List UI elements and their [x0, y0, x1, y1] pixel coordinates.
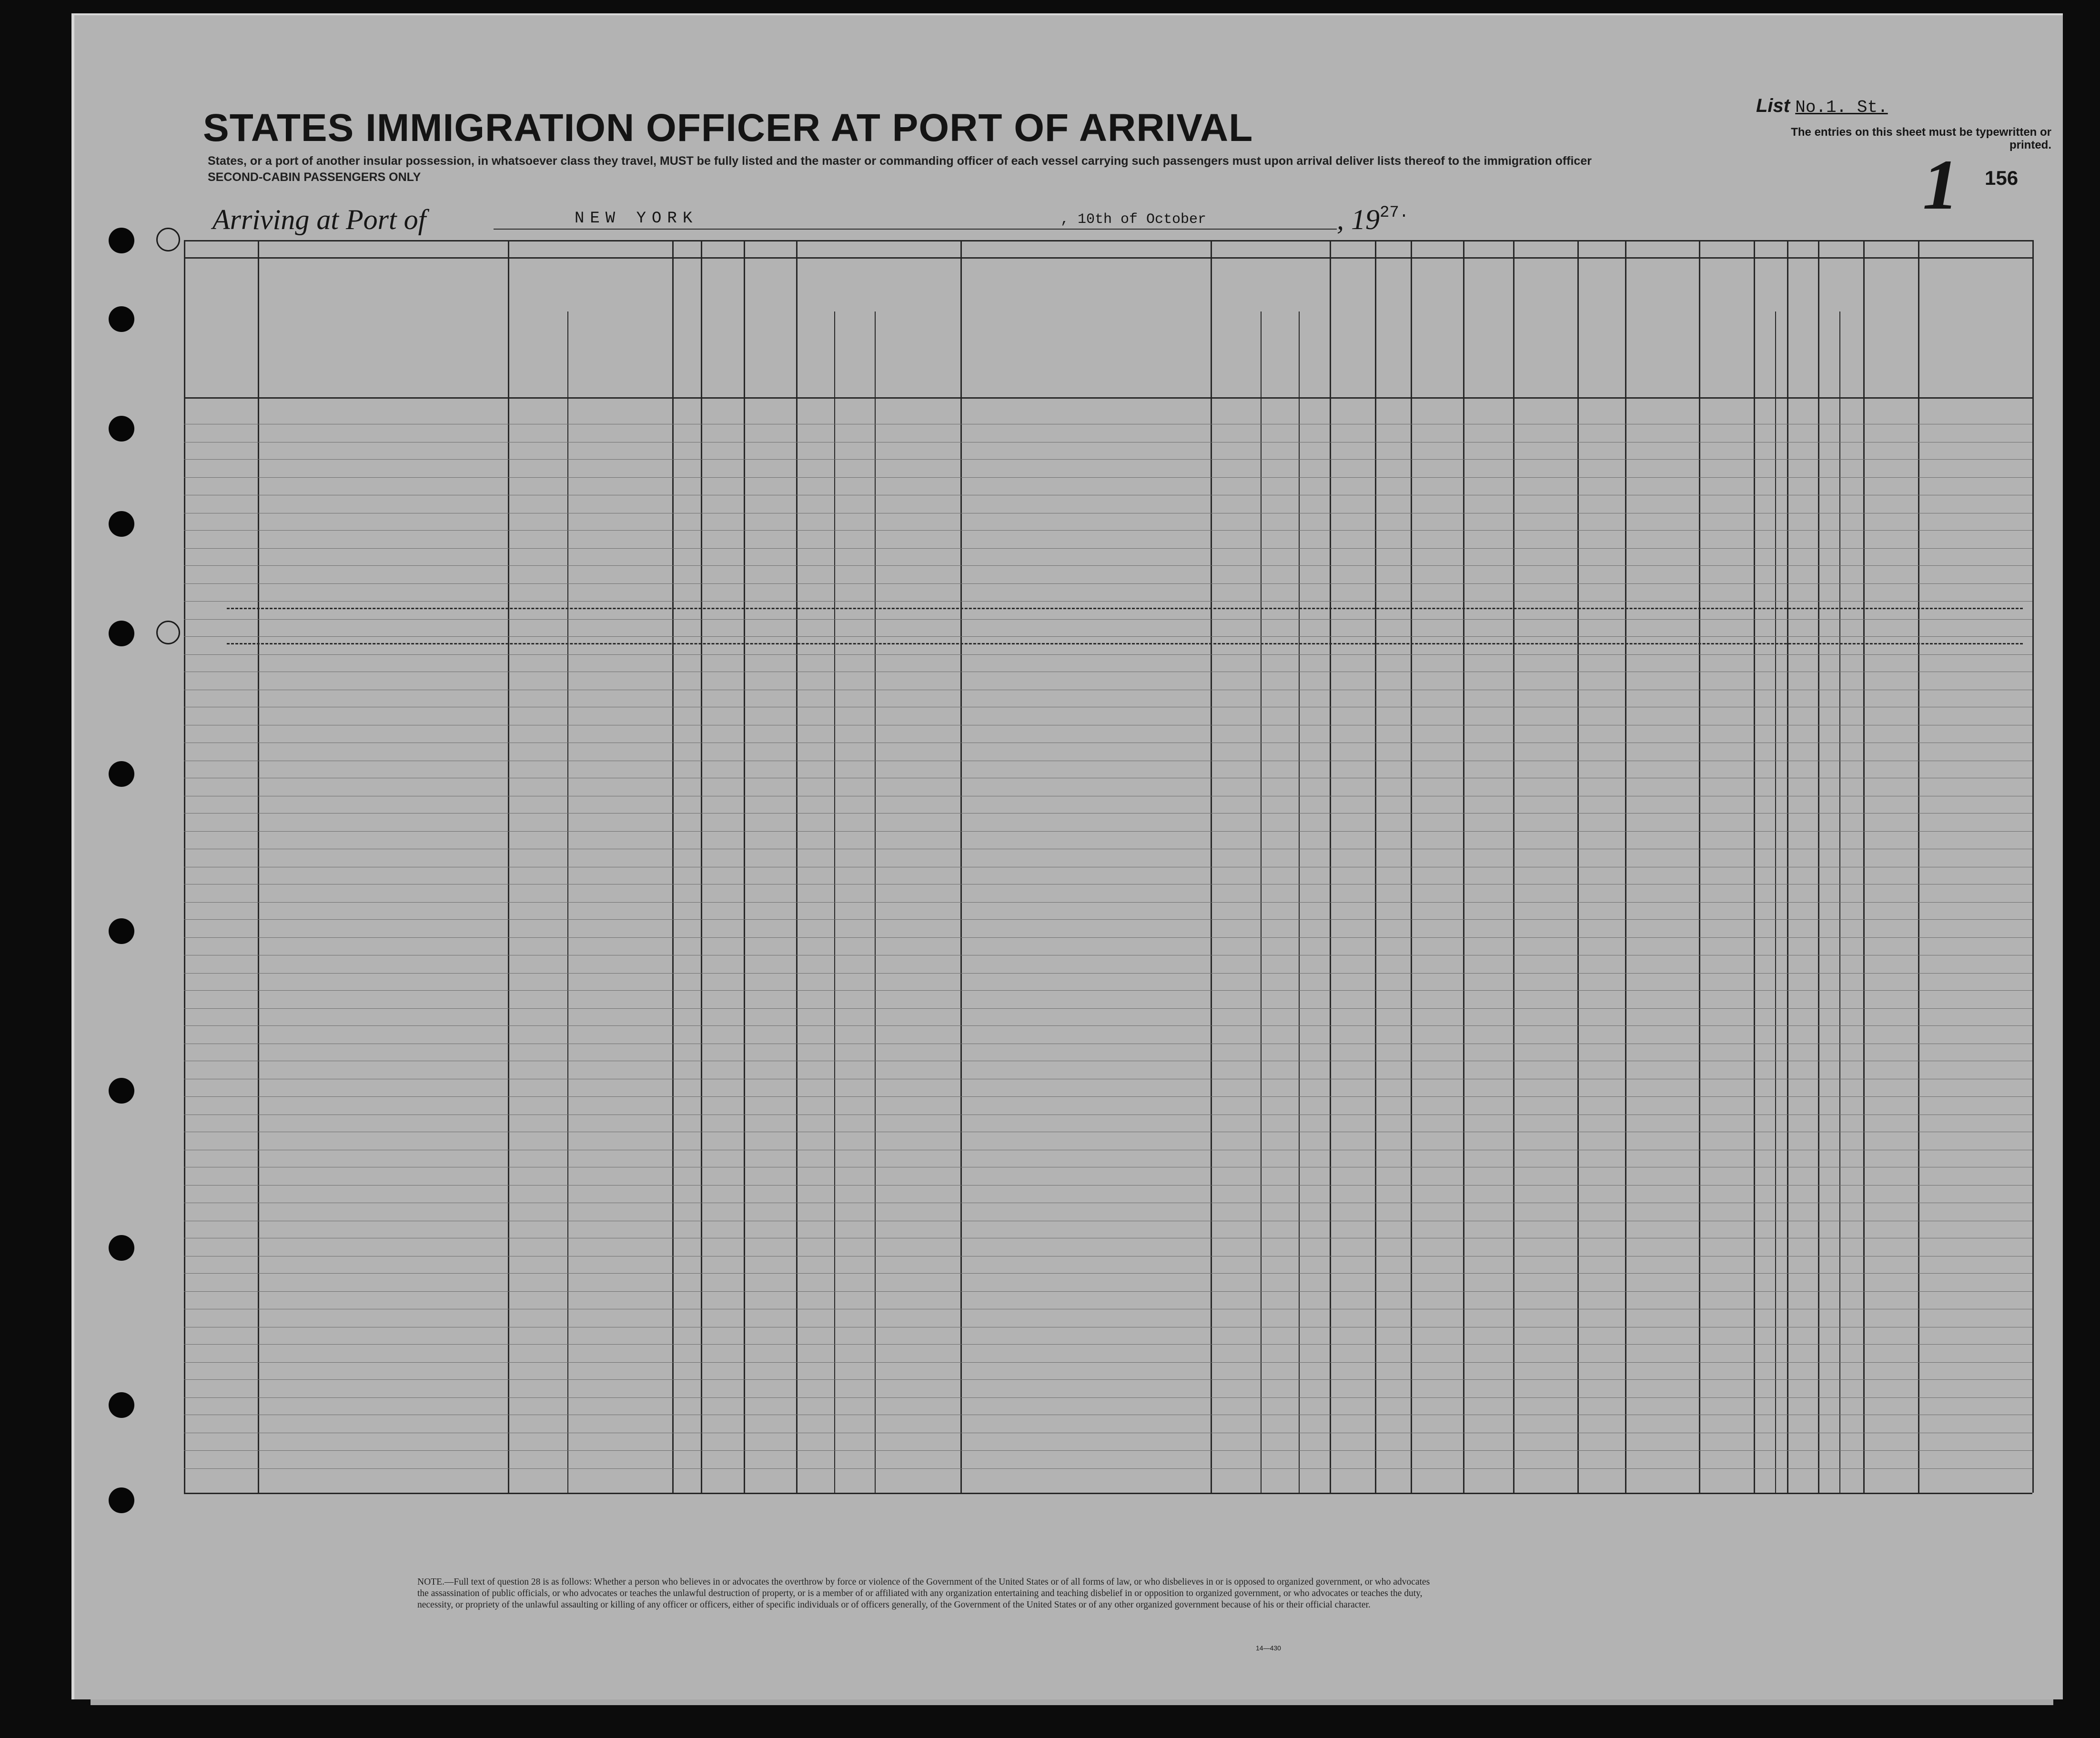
- row-rule: [184, 583, 2032, 584]
- row-rule: [184, 1344, 2032, 1345]
- row-rule: [184, 459, 2032, 460]
- row-rule: [184, 1025, 2032, 1026]
- arrival-label: Arriving at Port of: [212, 204, 426, 235]
- table-top-border: [184, 240, 2032, 241]
- row-rule: [184, 990, 2032, 991]
- punch-hole: [109, 416, 134, 442]
- row-rule: [184, 636, 2032, 637]
- row-rule: [184, 1468, 2032, 1469]
- manifest-sheet: [71, 13, 2063, 1699]
- page-title: STATES IMMIGRATION OFFICER AT PORT OF ARRIVAL: [203, 106, 1253, 150]
- arrival-date: , 10th of October: [1060, 211, 1207, 228]
- page-subtitle: States, or a port of another insular possession, in whatsoever class they travel, MUST be fully listed and the master or commanding officer of each vessel carrying such passengers must upon arrival deliver lists thereof to the immigration officer: [208, 154, 1592, 168]
- colnum-border: [184, 257, 2032, 259]
- row-rule: [184, 1362, 2032, 1363]
- list-number: [1756, 95, 1888, 117]
- stamp-number: 156: [1985, 167, 2019, 189]
- punch-hole: [109, 1487, 134, 1513]
- punch-hole: [109, 761, 134, 787]
- year-prefix: , 19: [1337, 204, 1380, 235]
- row-rule: [184, 813, 2032, 814]
- punch-hole: [109, 306, 134, 332]
- form-code: 14—430: [1256, 1644, 1281, 1652]
- row-rule: [184, 973, 2032, 974]
- row-rule: [184, 902, 2032, 903]
- punch-hole: [109, 1392, 134, 1418]
- row-rule: [184, 937, 2032, 938]
- row-rule: [184, 1397, 2032, 1398]
- row-rule: [184, 919, 2032, 920]
- punch-hole: [109, 1078, 134, 1104]
- year-suffix: 27.: [1380, 204, 1409, 222]
- row-rule: [184, 1291, 2032, 1292]
- table-bottom-border: [184, 1493, 2032, 1494]
- list-value: No.1. St.: [1795, 98, 1888, 117]
- punch-hole: [109, 228, 134, 253]
- list-label: List: [1756, 95, 1790, 116]
- row-rule: [184, 548, 2032, 549]
- punch-hole: [109, 511, 134, 537]
- punch-hole: [109, 918, 134, 944]
- passenger-class: SECOND-CABIN PASSENGERS ONLY: [208, 171, 421, 184]
- arrival-port: NEW YORK: [575, 210, 698, 228]
- arrival-year: [1337, 203, 1409, 236]
- struck-row-line: [227, 643, 2023, 644]
- row-rule: [184, 601, 2032, 602]
- row-rule: [184, 477, 2032, 478]
- row-rule: [184, 654, 2032, 655]
- sheet-number: 1: [1916, 145, 1966, 224]
- row-rule: [184, 1450, 2032, 1451]
- row-rule: [184, 619, 2032, 620]
- row-rule: [184, 1096, 2032, 1097]
- punch-hole: [156, 621, 180, 644]
- punch-hole: [156, 228, 180, 251]
- row-rule: [184, 530, 2032, 531]
- row-rule: [184, 565, 2032, 566]
- header-bottom-border: [184, 397, 2032, 399]
- entries-note: The entries on this sheet must be typewritten or printed.: [1791, 126, 2051, 151]
- struck-row-line: [227, 608, 2023, 609]
- row-rule: [184, 1008, 2032, 1009]
- row-rule: [184, 1379, 2032, 1380]
- column-divider: [2032, 240, 2034, 1493]
- row-rule: [184, 1273, 2032, 1274]
- punch-hole: [109, 1235, 134, 1261]
- footer-note: NOTE.—Full text of question 28 is as follows: Whether a person who believes in or advocates the overthrow by force or violence of the Government of the United States or of all forms of law, or who disbelieves in or is opposed to organized government, or who advocates the assassination of public officials, or who advocates or teaches the unlawful destruction of property, or is a member of or affiliated with any organization entertaining and teaching disbelief in or opposition to organized government, or who advocates or teaches the duty, necessity, or propriety of the unlawful assaulting or killing of any officer or officers, either of specific individuals or of officers generally, of the Government of the United States or of any other organized government because of his or their official character.: [417, 1577, 1430, 1610]
- punch-hole: [109, 621, 134, 646]
- row-rule: [184, 831, 2032, 832]
